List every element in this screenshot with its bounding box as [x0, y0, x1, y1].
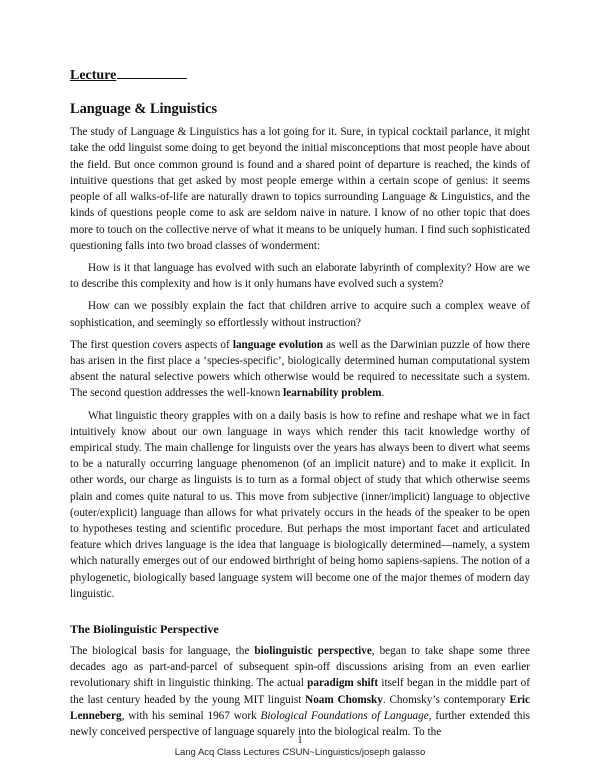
- section-heading: The Biolinguistic Perspective: [70, 621, 219, 636]
- linguistic-theory-paragraph: What linguistic theory grapples with on a daily basis is how to refine and reshape what we in fact intuitively know about our own language in ways which render this tacit knowledge worthy of empirical study. The main challenge for linguists over the years has always been to divert what seems to be a naturally occurring language phenomenon (of an implicit nature) and to make it explicit. In other words, our charge as linguists is to turn as a formal object of study that which otherwise seems plain and comes quite natural to us. This move from subjective (inner/implicit) language to objective (outer/explicit) language than allows for what privately occurs in the heads of the speaker to be open to hypotheses testing and scientific procedure. But perhaps the most important facet and articulated feature which drives language is the idea that language is biologically determined—namely, a system which naturally emerges out of our endowed birthright of being homo sapiens-sapiens. The notion of a phylogenetic, biologically based language system will become one of the major themes of modern day linguistic.: [70, 409, 530, 600]
- document-page: [70, 66, 530, 746]
- question-two: How can we possibly explain the fact that children arrive to acquire such a complex weave of sophistication, and seemingly so effortlessly without instruction?: [70, 300, 530, 329]
- text-run: .: [381, 387, 385, 400]
- question-one: How is it that language has evolved with such an elaborate labyrinth of complexity? How are we to describe this complexity and how is it only humans have evolved such a system?: [70, 261, 530, 291]
- footer-caption: Lang Acq Class Lectures CSUN~Linguistics/joseph galasso: [174, 747, 426, 758]
- term-paradigm-shift: paradigm shift: [307, 677, 379, 690]
- text-run: The first question covers aspects of: [70, 338, 233, 351]
- text-run: itself began in the middle part of the last century headed by the young MIT linguist: [70, 677, 530, 706]
- lecture-underline-blank: [117, 67, 187, 79]
- name-eric-lenneberg: Eric Lenneberg: [70, 693, 530, 722]
- intro-paragraph: The study of Language & Linguistics has a lot going for it. Sure, in typical cocktail parlance, it might take the odd linguist some doing to get beyond the initial misconceptions that most people have about the field. But once common ground is found and a shared point of departure is reached, the kinds of intuitive questions that get asked by most people emerge within a certain scope of genius: it seems people of all walks-of-life are naturally drawn to topics surrounding Language & Linguistics, and the kinds of questions people come to ask are seldom naive in nature. I know of no other topic that does more to touch on the collective nerve of what it means to be uniquely human. I find such sophisticated questioning falls into two broad classes of wonderment:: [70, 126, 530, 252]
- text-run: , with his seminal 1967 work: [121, 709, 261, 722]
- text-run: . Chomsky’s contemporary: [382, 693, 510, 706]
- first-question-paragraph: [70, 337, 530, 402]
- text-run: The biological basis for language, the: [70, 644, 255, 657]
- biolinguistic-paragraph: [70, 643, 530, 740]
- term-language-evolution: language evolution: [232, 338, 324, 351]
- text-run: , began to take shape some three decades ago as part-and-parcel of subsequent spin-off discussions arising from an even earlier revolutionary shift in linguistic thinking. The actual: [70, 644, 530, 690]
- book-title: Biological Foundations of Language: [260, 709, 429, 722]
- page-title: Language & Linguistics: [70, 101, 218, 117]
- name-noam-chomsky: Noam Chomsky: [305, 693, 383, 706]
- lecture-label-text: Lecture: [70, 68, 117, 83]
- lecture-label: [70, 67, 187, 84]
- page-number: 1: [297, 735, 303, 746]
- text-run: , further extended this newly conceived perspective of language squarely into the biological realm. To the: [70, 709, 530, 738]
- text-run: as well as the Darwinian puzzle of how there has arisen in the first place a ‘species-specific’, biologically determined human computational system absent the natural selective powers which otherwise would be required to necessitate such a system. The second question addresses the well-known: [70, 338, 530, 400]
- term-biolinguistic-perspective: biolinguistic perspective: [254, 644, 372, 657]
- term-learnability-problem: learnability problem: [283, 387, 382, 400]
